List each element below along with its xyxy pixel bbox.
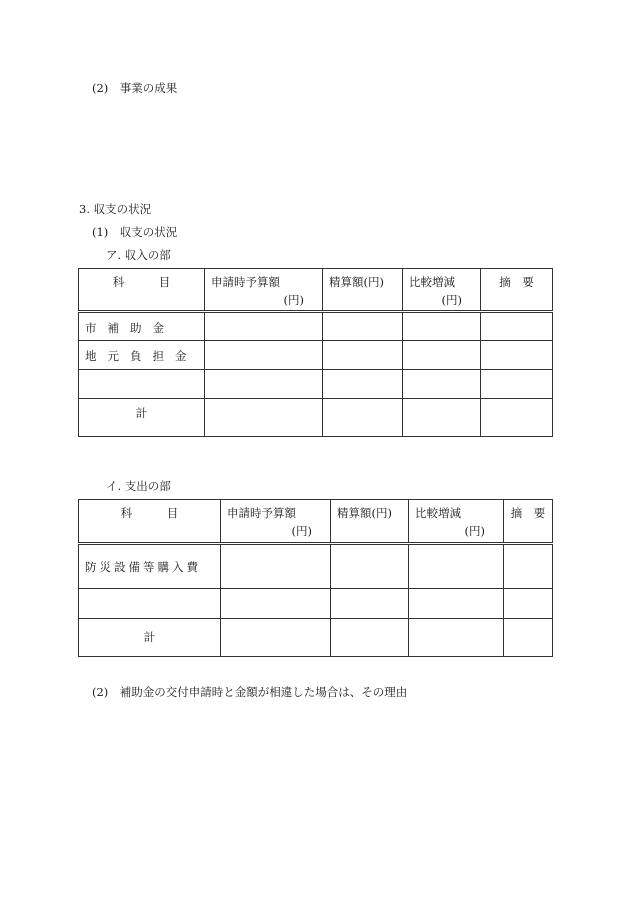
table-row xyxy=(79,544,553,589)
section3-title: 3. 収支の状況 xyxy=(79,202,152,216)
table-row xyxy=(79,370,553,399)
table-row xyxy=(79,341,553,370)
expense-header-remarks: 摘 要 xyxy=(504,500,553,544)
income-header-requested: 申請時予算額 (円) xyxy=(205,269,323,312)
subsection2-title: (2) 補助金の交付申請時と金額が相違した場合は、その理由 xyxy=(92,685,408,699)
income-total-label: 計 xyxy=(79,399,205,437)
expense-total-row xyxy=(79,619,553,657)
expense-header-subject: 科 目 xyxy=(79,500,221,544)
expense-header-row xyxy=(79,500,553,544)
expense-header-diff: 比較増減 (円) xyxy=(409,500,504,544)
income-header-diff: 比較増減 (円) xyxy=(403,269,481,312)
income-total-row xyxy=(79,399,553,437)
table-row xyxy=(79,589,553,619)
expense-table xyxy=(78,499,553,657)
income-row-label: 市補助金 xyxy=(79,312,205,341)
expense-header-requested: 申請時予算額 (円) xyxy=(221,500,331,544)
expense-title: イ. 支出の部 xyxy=(106,479,171,493)
income-title: ア. 収入の部 xyxy=(106,248,171,262)
income-header-row xyxy=(79,269,553,312)
section2-title: (2) 事業の成果 xyxy=(92,81,178,95)
income-header-subject: 科 目 xyxy=(79,269,205,312)
subsection1-title: (1) 収支の状況 xyxy=(92,225,178,239)
expense-total-label: 計 xyxy=(79,619,221,657)
income-row-label xyxy=(79,370,205,399)
expense-row-label: 防災設備等購入費 xyxy=(79,544,221,589)
income-header-settled: 精算額(円) xyxy=(323,269,403,312)
income-table xyxy=(78,268,553,437)
income-row-label: 地元負担金 xyxy=(79,341,205,370)
income-header-remarks: 摘 要 xyxy=(481,269,553,312)
expense-row-label xyxy=(79,589,221,619)
table-row xyxy=(79,312,553,341)
expense-header-settled: 精算額(円) xyxy=(331,500,409,544)
